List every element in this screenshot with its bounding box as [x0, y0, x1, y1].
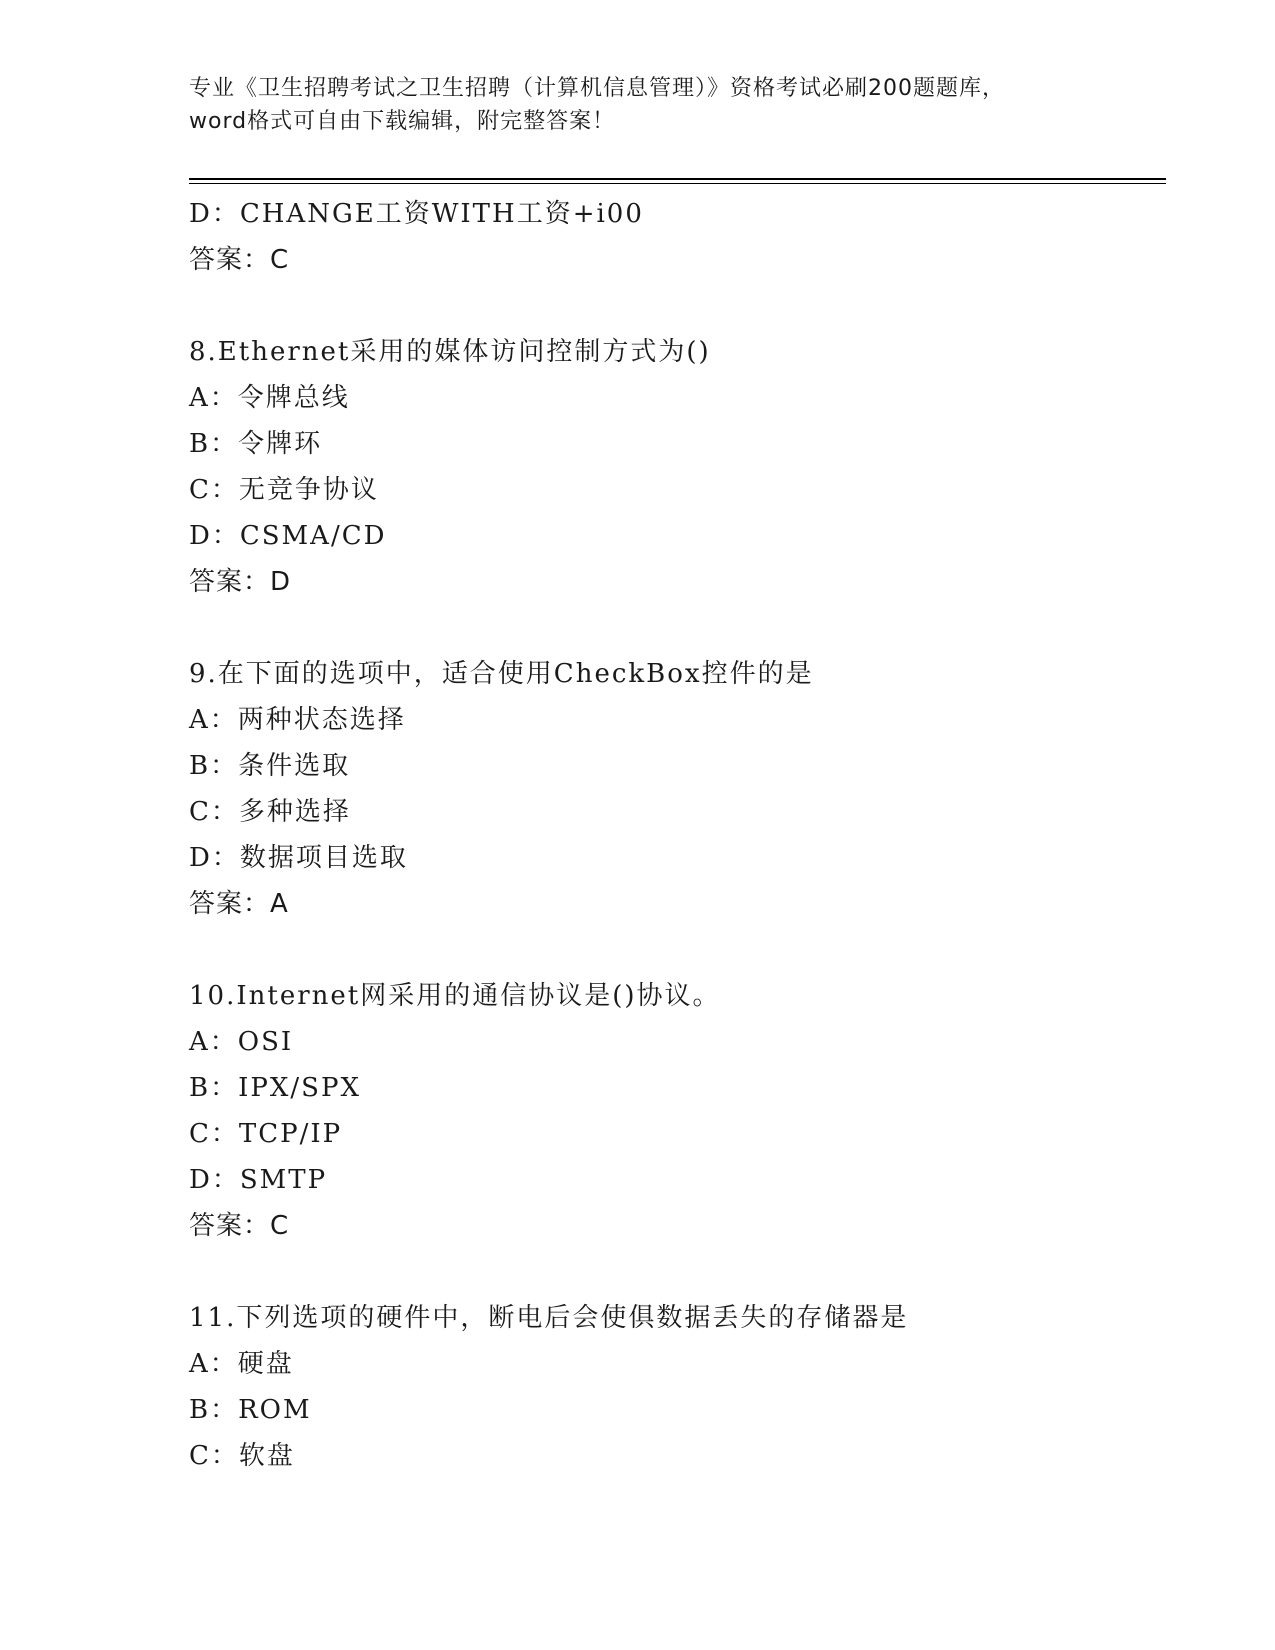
header-line-1: 专业《卫生招聘考试之卫生招聘（计算机信息管理）》资格考试必刷200题题库，	[189, 76, 1005, 101]
spacer	[189, 605, 1189, 651]
option-d: D：CSMA/CD	[189, 521, 387, 551]
question-block-9	[189, 651, 1189, 927]
question-block-11	[189, 1295, 1189, 1479]
option-a: A：令牌总线	[189, 383, 350, 413]
option-a: A：OSI	[189, 1027, 294, 1057]
option-c: C：无竞争协议	[189, 475, 379, 505]
question-block-8	[189, 329, 1189, 605]
question-list	[189, 191, 1189, 1479]
option-c: C：TCP/IP	[189, 1119, 343, 1149]
option-b: B：条件选取	[189, 751, 351, 781]
option-d: D：数据项目选取	[189, 843, 408, 873]
answer-line: 答案：C	[189, 245, 290, 275]
spacer	[189, 1249, 1189, 1295]
header-line-2: word格式可自由下载编辑，附完整答案！	[189, 109, 616, 134]
answer-line: 答案：C	[189, 1211, 290, 1241]
header-divider-thin	[189, 183, 1166, 184]
document-header	[189, 72, 1169, 138]
spacer	[189, 927, 1189, 973]
answer-line: 答案：D	[189, 567, 292, 597]
option-c: C：软盘	[189, 1441, 295, 1471]
option-d: D：CHANGE工资WITH工资+i00	[189, 199, 644, 229]
option-d: D：SMTP	[189, 1165, 328, 1195]
option-a: A：两种状态选择	[189, 705, 406, 735]
question-stem: 8.Ethernet采用的媒体访问控制方式为()	[189, 337, 711, 367]
option-b: B：IPX/SPX	[189, 1073, 361, 1103]
question-stem: 11.下列选项的硬件中，断电后会使俱数据丢失的存储器是	[189, 1303, 909, 1333]
spacer	[189, 283, 1189, 329]
question-stem: 9.在下面的选项中，适合使用CheckBox控件的是	[189, 659, 814, 689]
question-block-10	[189, 973, 1189, 1249]
question-stem: 10.Internet网采用的通信协议是()协议。	[189, 981, 721, 1011]
option-c: C：多种选择	[189, 797, 351, 827]
option-b: B：ROM	[189, 1395, 312, 1425]
option-a: A：硬盘	[189, 1349, 294, 1379]
answer-line: 答案：A	[189, 889, 289, 919]
option-b: B：令牌环	[189, 429, 323, 459]
header-divider-thick	[189, 178, 1166, 180]
